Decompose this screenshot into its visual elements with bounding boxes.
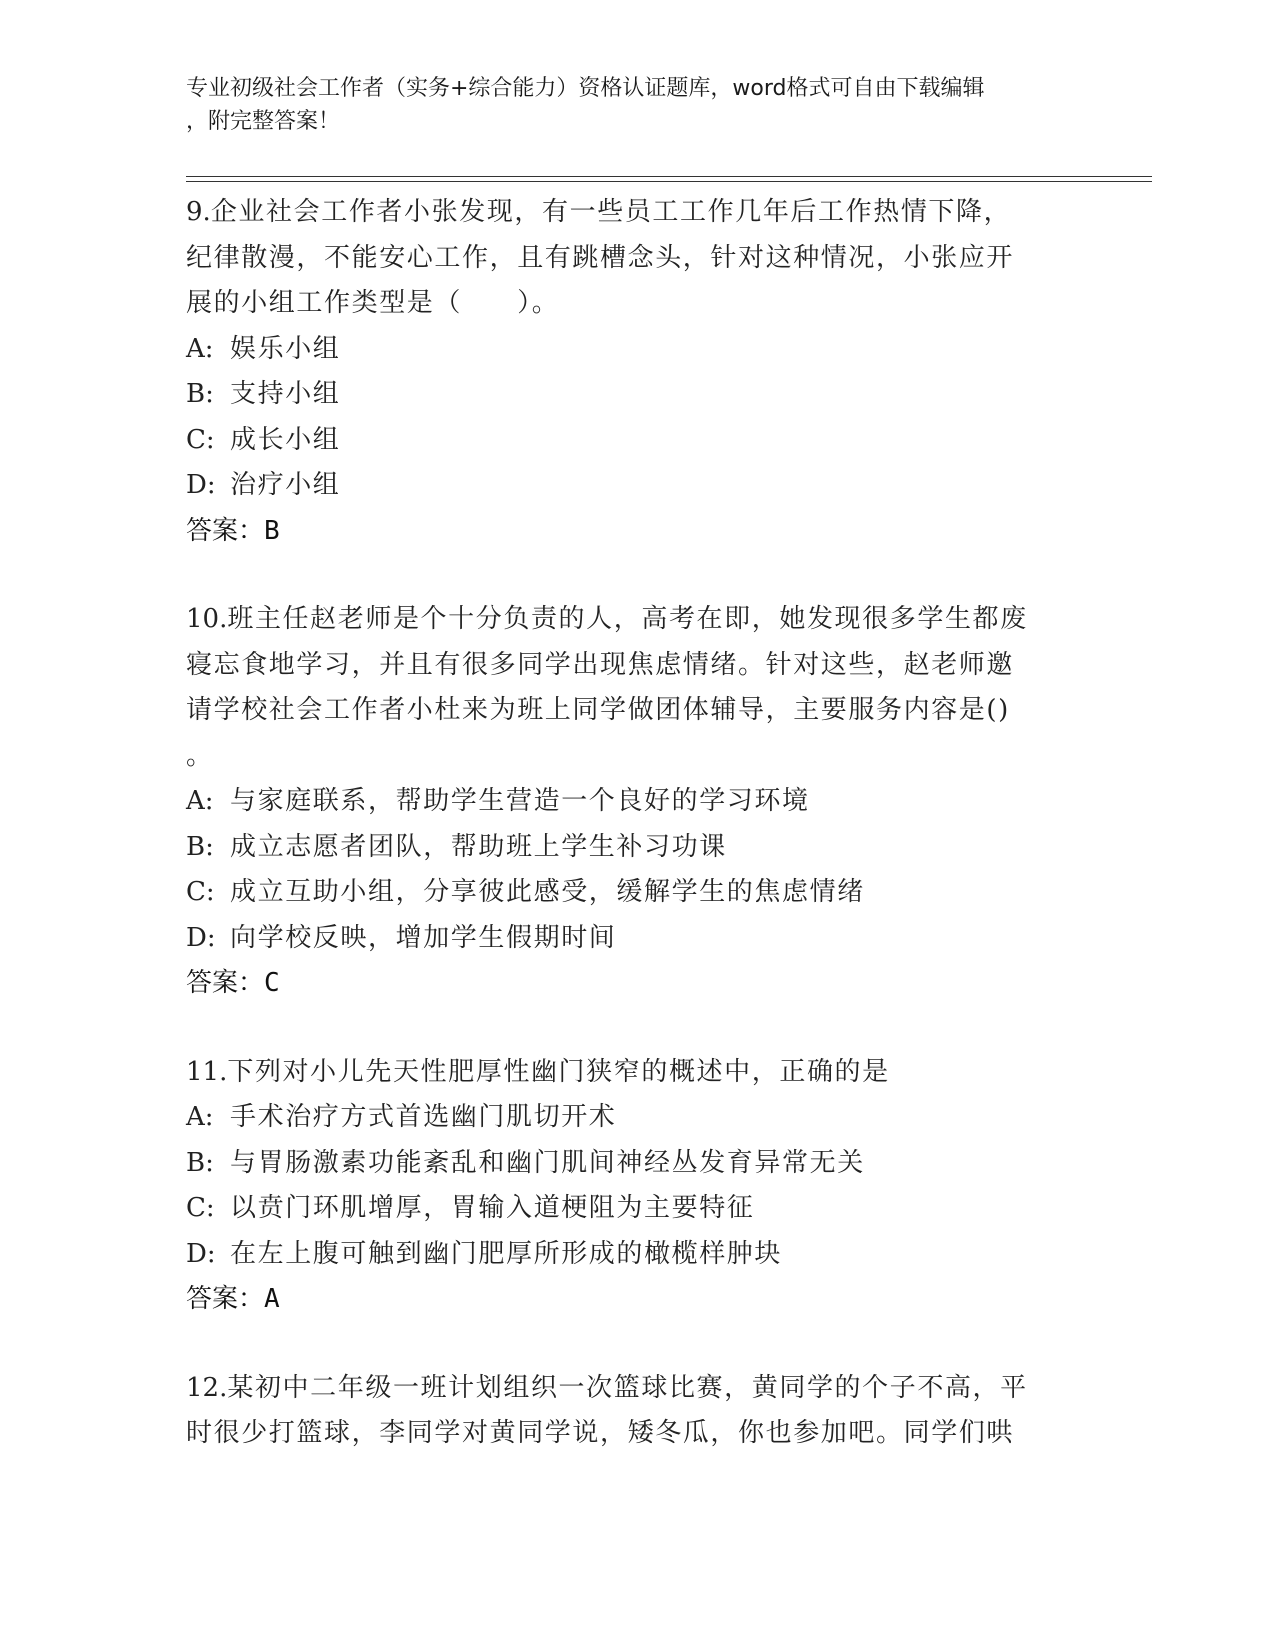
answer-value: C bbox=[264, 968, 280, 998]
header-divider-bottom bbox=[186, 181, 1152, 182]
option-b: B: 成立志愿者团队，帮助班上学生补习功课 bbox=[186, 831, 727, 862]
document-header bbox=[186, 72, 1086, 138]
option-a: A: 手术治疗方式首选幽门肌切开术 bbox=[186, 1102, 617, 1132]
option-d: D: 向学校反映，增加学生假期时间 bbox=[186, 922, 617, 953]
question-stem-line: 10.班主任赵老师是个十分负责的人，高考在即，她发现很多学生都废 bbox=[186, 604, 1028, 634]
question-stem-line: 12.某初中二年级一班计划组织一次篮球比赛，黄同学的个子不高，平 bbox=[186, 1372, 1028, 1403]
header-title-line-1: 专业初级社会工作者（实务+综合能力）资格认证题库，word格式可自由下载编辑 bbox=[186, 76, 985, 101]
answer-label: 答案： bbox=[186, 968, 265, 998]
question-number: 10. bbox=[186, 604, 228, 634]
question-stem-line: 寝忘食地学习，并且有很多同学出现焦虑情绪。针对这些，赵老师邀 bbox=[186, 649, 1015, 680]
question-number: 11. bbox=[186, 1056, 228, 1087]
option-b: B: 与胃肠激素功能紊乱和幽门肌间神经丛发育异常无关 bbox=[186, 1147, 865, 1178]
answer-label: 答案： bbox=[186, 515, 265, 546]
answer-value: B bbox=[264, 515, 280, 546]
option-d: D: 在左上腹可触到幽门肥厚所形成的橄榄样肿块 bbox=[186, 1238, 783, 1269]
question-stem-line: 。 bbox=[186, 740, 214, 771]
question-list bbox=[186, 190, 1086, 1457]
question-stem-line: 请学校社会工作者小杜来为班上同学做团体辅导，主要服务内容是() bbox=[186, 695, 1010, 725]
header-title-line-2: ，附完整答案！ bbox=[186, 109, 341, 134]
question-stem-line: 时很少打篮球，李同学对黄同学说，矮冬瓜，你也参加吧。同学们哄 bbox=[186, 1418, 1015, 1448]
option-c: C: 成立互助小组，分享彼此感受，缓解学生的焦虑情绪 bbox=[186, 877, 865, 907]
header-divider-top bbox=[186, 176, 1152, 177]
answer-line bbox=[186, 1277, 1086, 1323]
question-11 bbox=[186, 1050, 1086, 1323]
option-c: C: 成长小组 bbox=[186, 424, 341, 455]
question-stem-line: 11.下列对小儿先天性肥厚性幽门狭窄的概述中，正确的是 bbox=[186, 1056, 890, 1087]
question-stem-line: 9.企业社会工作者小张发现，有一些员工工作几年后工作热情下降， bbox=[186, 197, 1012, 227]
question-stem-line: 纪律散漫，不能安心工作，且有跳槽念头，针对这种情况，小张应开 bbox=[186, 242, 1015, 273]
question-9 bbox=[186, 190, 1086, 554]
option-c: C: 以贲门环肌增厚，胃输入道梗阻为主要特征 bbox=[186, 1193, 755, 1223]
question-number: 12. bbox=[186, 1372, 228, 1403]
answer-label: 答案： bbox=[186, 1284, 265, 1314]
answer-line bbox=[186, 961, 1086, 1007]
answer-line bbox=[186, 509, 1086, 555]
option-d: D: 治疗小组 bbox=[186, 470, 341, 500]
option-b: B: 支持小组 bbox=[186, 379, 341, 409]
question-10 bbox=[186, 597, 1086, 1007]
answer-value: A bbox=[264, 1284, 280, 1314]
question-number: 9. bbox=[186, 197, 211, 227]
question-stem-line: 展的小组工作类型是（ ）。 bbox=[186, 288, 560, 318]
question-12 bbox=[186, 1366, 1086, 1457]
option-a: A: 娱乐小组 bbox=[186, 333, 341, 364]
option-a: A: 与家庭联系，帮助学生营造一个良好的学习环境 bbox=[186, 786, 810, 816]
